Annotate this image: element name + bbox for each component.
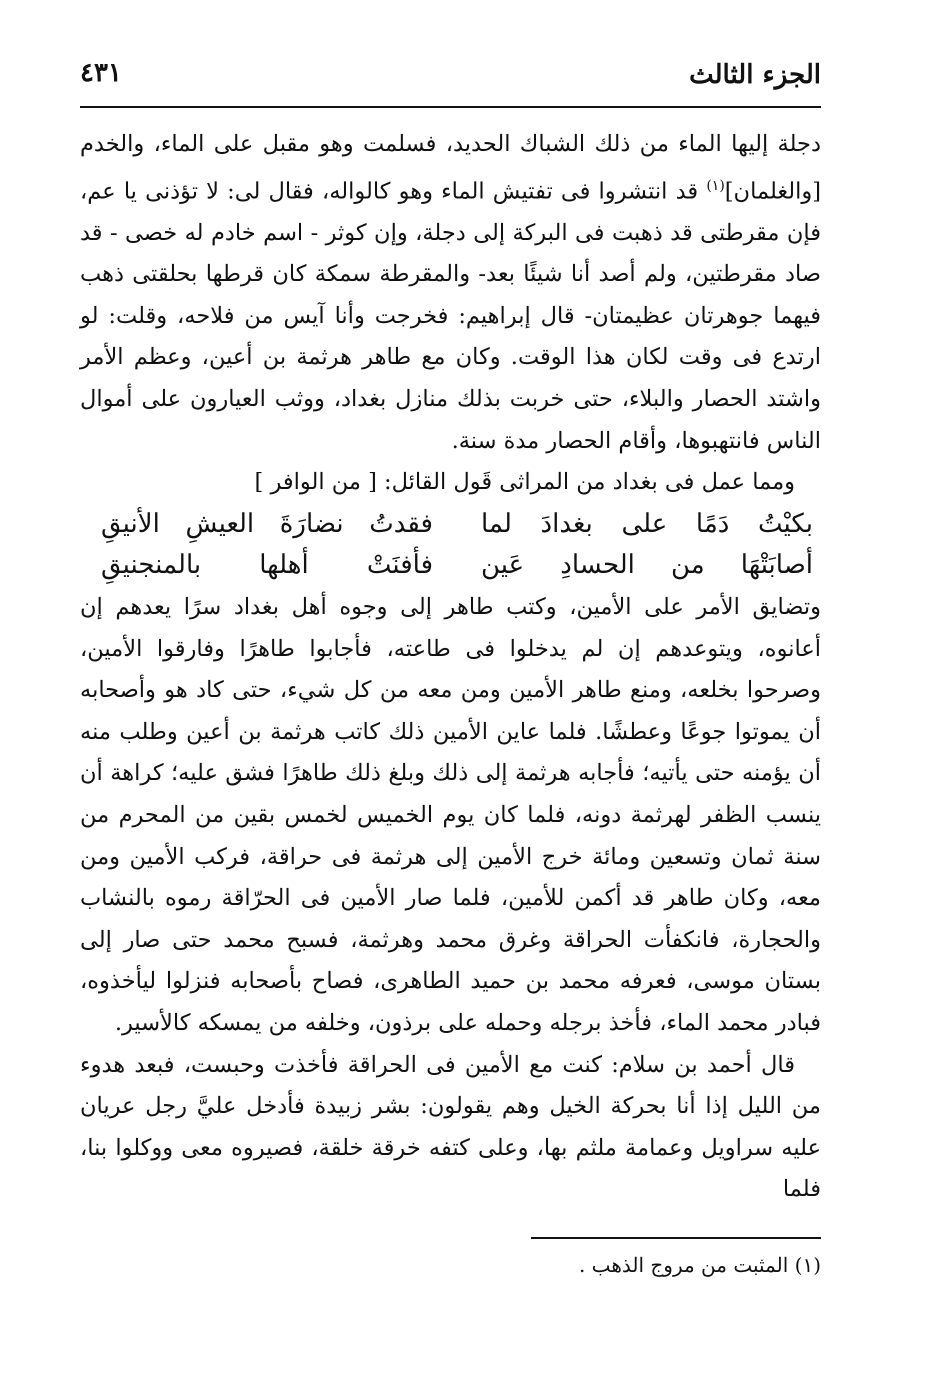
poem-verse xyxy=(80,504,821,546)
poem-verse xyxy=(80,545,821,587)
paragraph: وتضايق الأمر على الأمين، وكتب طاهر إلى وجوه أهل بغداد سرًا يعدهم إن أعانوه، ويتوعدهم إن لم يدخلوا فى طاعته، فأجابوا طاهرًا وفارقوا الأمين، وصرحوا بخلعه، ومنع طاهر الأمين ومن معه من كل شيء، حتى كاد هو وأصحابه أن يموتوا جوعًا وعطشًا. فلما عاين الأمين ذلك كاتب هرثمة بن أعين وطلب منه أن يؤمنه حتى يأتيه؛ فأجابه هرثمة إلى ذلك وبلغ ذلك طاهرًا فشق عليه؛ كراهة أن ينسب الظفر لهرثمة دونه، فلما كان يوم الخميس لخمس بقين من المحرم من سنة ثمان وتسعين ومائة خرج الأمين إلى هرثمة فى حراقة، فركب الأمين ومن معه، وكان طاهر قد أكمن للأمين، فلما صار الأمين فى الحرّاقة رموه بالنشاب والحجارة، فانكفأت الحراقة وغرق محمد وهرثمة، فسبح محمد حتى صار إلى بستان موسى، فعرفه محمد بن حميد الطاهرى، فصاح بأصحابه فنزلوا ليأخذوه، فبادر محمد الماء، فأخذ برجله وحمله على برذون، وخلفه من يمسكه كالأسير. xyxy=(80,594,821,1036)
poem-hemistich: فقدتُ نضارَةَ العيشِ الأنيقِ xyxy=(101,508,433,539)
paragraph: قال أحمد بن سلام: كنت مع الأمين فى الحراقة فأخذت وحبست، فبعد هدوء من الليل إذا أنا بحركة الخيل وهم يقولون: بشر زبيدة فأدخل عليَّ رجل عريان عليه سراويل وعمامة ملثم بها، وعلى كتفه خرقة خلقة، فصيروه معى ووكلوا بنا، فلما xyxy=(80,1051,821,1203)
main-text xyxy=(80,124,821,1211)
poem-hemistich: فأفنَتْ أهلها بالمنجنيقِ xyxy=(101,550,433,581)
paragraph-poem-intro: ومما عمل فى بغداد من المراثى قَول القائل: [ من الوافر ] xyxy=(254,469,795,496)
page-number: ٤٣١ xyxy=(80,58,122,88)
paragraph: دجلة إليها الماء من ذلك الشباك الحديد، فسلمت وهو مقبل على الماء، والخدم [والغلمان]$^{(١)}$ قد انتشروا فى تفتيش الماء وهو كالواله، فقال لى: لا تؤذنى يا عم، فإن مقرطتى قد ذهبت فى البركة إلى دجلة، وإن كوثر - اسم خادم له خصى - قد صاد مقرطتين، ولم أصد أنا شيئًا بعد- والمقرطة سمكة كان قرطها بحلقتى ذهب فيهما جوهرتان عظيمتان- قال إبراهيم: فخرجت وأنا آيس من فلاحه، وقلت: لو ارتدع فى وقت لكان هذا الوقت. وكان مع طاهر هرثمة بن أعين، وعظم الأمر واشتد الحصار والبلاء، حتى خربت بذلك منازل بغداد، ووثب العيارون على أموال الناس فانتهبوها، وأقام الحصار مدة سنة. xyxy=(80,131,821,454)
footnote-rule xyxy=(531,1237,821,1239)
header-rule xyxy=(80,106,821,108)
running-title: الجزء الثالث xyxy=(689,60,821,90)
footnote-text: المثبت من مروج الذهب . xyxy=(578,1253,789,1277)
page-header xyxy=(80,58,821,102)
footnote-number: (١) xyxy=(794,1253,821,1277)
footnote-marker: (١) xyxy=(706,177,725,194)
poem-hemistich: بكيْتُ دَمًا على بغدادَ لما xyxy=(481,508,813,539)
footnote xyxy=(579,1250,821,1280)
poem-hemistich: أصابَتْهَا من الحسادِ عَين xyxy=(481,550,813,581)
